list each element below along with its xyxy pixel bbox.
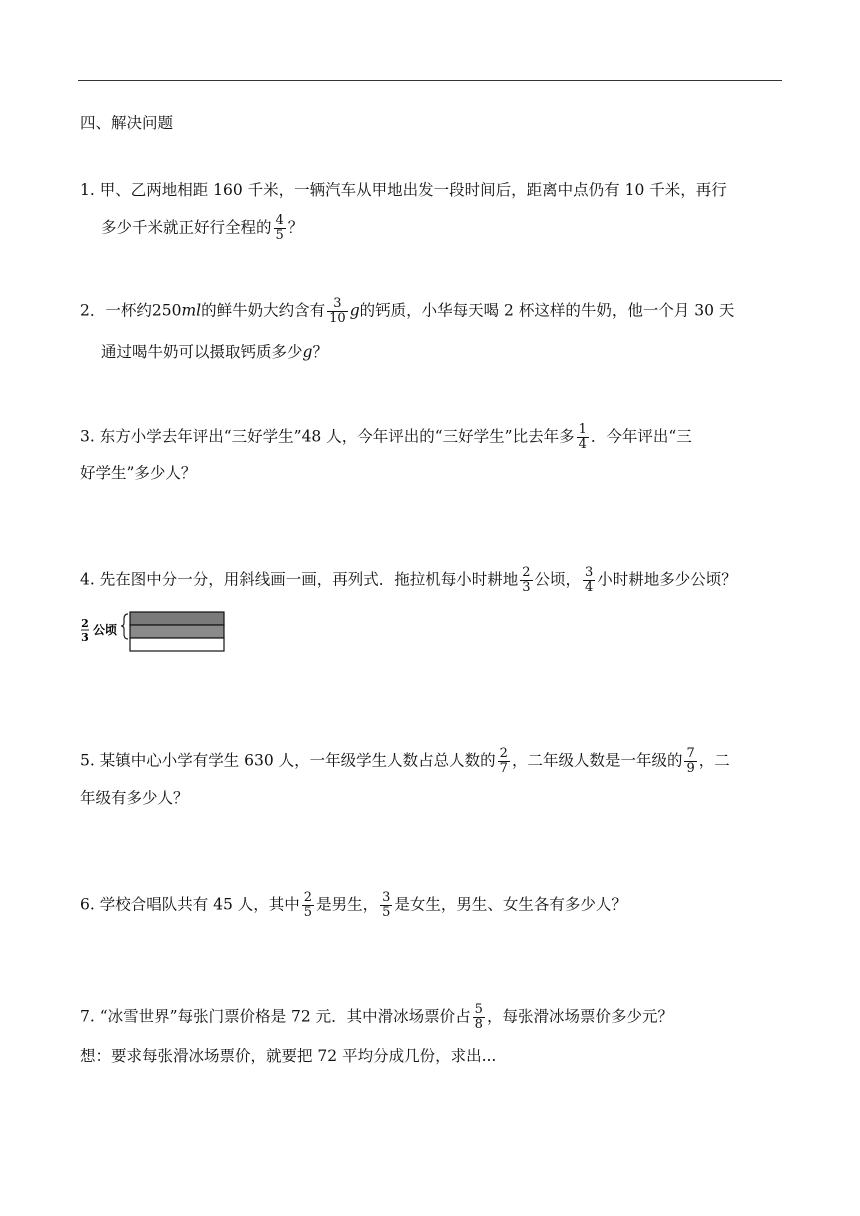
fraction-2-5 (302, 891, 314, 920)
question-3-line-1 (80, 423, 692, 452)
fraction-denominator: 5 (303, 905, 313, 920)
fraction-denominator: 10 (329, 311, 346, 326)
fraction-denominator: 9 (686, 761, 695, 776)
question-2-line-2 (101, 342, 328, 362)
text: 通过喝牛奶可以摄取钙质多少 (101, 343, 303, 361)
fraction-denominator: 3 (522, 580, 531, 595)
question-3-line-2: 好学生”多少人？ (80, 464, 197, 482)
hectare-bar-figure (80, 610, 230, 656)
question-5-line-2: 年级有多少人？ (80, 789, 189, 807)
brace-icon (121, 614, 128, 639)
question-5-line-1 (80, 747, 730, 776)
fraction-5-8 (473, 1003, 485, 1032)
fraction-2-3 (520, 566, 532, 595)
text: ，二年级人数是一年级的 (511, 751, 683, 770)
text: 的鲜牛奶大约含有 (201, 301, 326, 320)
text: 4. 先在图中分一分，用斜线画一画，再列式．拖拉机每小时耕地 (80, 570, 519, 589)
figure-fraction-numerator: 2 (81, 617, 89, 630)
text: 5. 某镇中心小学有学生 630 人，一年级学生人数占总人数的 (80, 751, 496, 770)
text: ，每张滑冰场票价多少元？ (486, 1007, 673, 1026)
question-6-line-1 (80, 891, 627, 920)
text: 小时耕地多少公顷？ (597, 570, 737, 589)
question-1-line-2 (101, 214, 303, 243)
fraction-1-4 (577, 423, 589, 452)
fraction-numerator: 1 (578, 422, 587, 437)
fraction-denominator: 4 (578, 437, 587, 452)
fraction-numerator: 7 (686, 746, 695, 761)
top-divider (78, 80, 782, 81)
fraction-denominator: 8 (474, 1017, 483, 1032)
question-1-line-1: 1. 甲、乙两地相距 160 千米，一辆汽车从甲地出发一段时间后，距离中点仍有 10 千米，再行 (80, 181, 727, 199)
volume-value: 250 (151, 301, 182, 320)
fraction-numerator: 2 (303, 890, 313, 905)
text: ？ (312, 343, 328, 361)
fraction-3-4 (583, 566, 595, 595)
volume-unit: ml (181, 301, 202, 320)
fraction-numerator: 2 (522, 565, 531, 580)
text: 是男生， (316, 895, 379, 914)
fraction-numerator: 3 (382, 890, 391, 905)
text: 6. 学校合唱队共有 45 人，其中 (80, 895, 300, 914)
fraction-denominator: 5 (275, 228, 284, 243)
text: 的钙质，小华每天喝 2 杯这样的牛奶，他一个月 30 天 (359, 301, 735, 320)
text: ，二 (698, 751, 730, 770)
text: 公顷， (534, 570, 582, 589)
text: 2．一杯约 (80, 301, 152, 320)
question-4-line-1 (80, 566, 737, 595)
fraction-numerator: 4 (275, 213, 284, 228)
question-2-line-1 (80, 297, 734, 326)
fraction-2-7 (498, 747, 510, 776)
bar-part-3-empty (130, 638, 224, 651)
text: 7. “冰雪世界”每张门票价格是 72 元．其中滑冰场票价占 (80, 1007, 471, 1026)
figure-unit-label: 公顷 (93, 623, 118, 637)
fraction-numerator: 3 (585, 565, 594, 580)
question-7-hint: 想：要求每张滑冰场票价，就要把 72 平均分成几份，求出... (80, 1047, 497, 1065)
fraction-7-9 (684, 747, 696, 776)
fraction-4-5 (274, 214, 286, 243)
gram-unit: g (349, 301, 360, 320)
bar-part-1-shaded (130, 612, 224, 625)
fraction-3-10 (327, 297, 348, 326)
section-title: 四、解决问题 (80, 114, 174, 132)
figure-fraction-denominator: 3 (81, 631, 89, 644)
text: 多少千米就正好行全程的 (101, 218, 272, 237)
fraction-3-5 (380, 891, 392, 920)
text: 是女生，男生、女生各有多少人？ (394, 895, 627, 914)
text: 3. 东方小学去年评出“三好学生”48 人，今年评出的“三好学生”比去年多 (80, 427, 575, 446)
fraction-denominator: 4 (585, 580, 594, 595)
bar-diagram (80, 610, 230, 656)
fraction-denominator: 7 (499, 761, 508, 776)
gram-unit: g (302, 343, 313, 361)
fraction-numerator: 3 (327, 297, 348, 312)
bar-part-2-shaded (130, 625, 224, 638)
fraction-numerator: 2 (499, 746, 508, 761)
question-7-line-1 (80, 1003, 673, 1032)
fraction-numerator: 5 (474, 1002, 483, 1017)
fraction-denominator: 5 (382, 905, 391, 920)
text: ．今年评出“三 (590, 427, 692, 446)
text: ？ (287, 218, 304, 237)
